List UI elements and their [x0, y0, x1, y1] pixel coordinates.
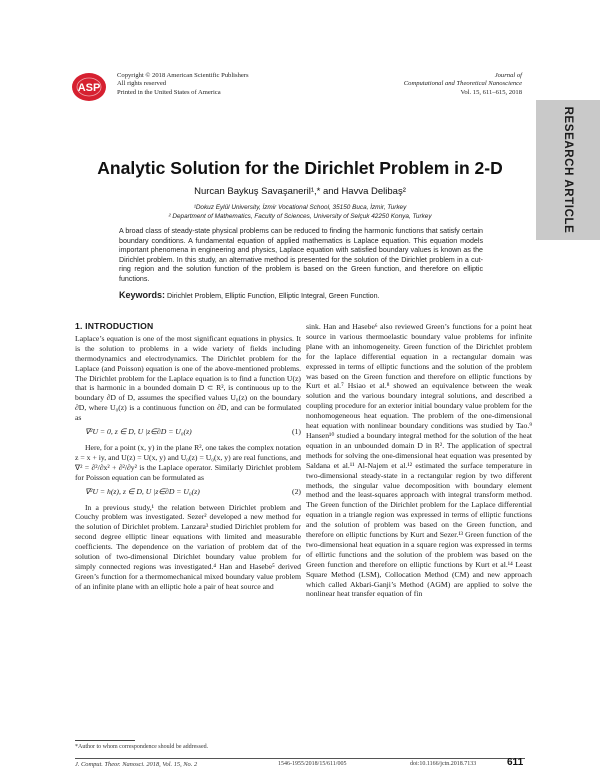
affiliation-2: ² Department of Mathematics, Faculty of Sciences, University of Selçuk 42250 Konya, Turkey — [168, 213, 432, 220]
keywords-label: Keywords: — [119, 290, 166, 300]
abstract — [119, 227, 483, 285]
equation-1 — [75, 427, 301, 437]
research-article-label: RESEARCH ARTICLE — [562, 106, 574, 234]
copyright-line: Copyright © 2018 American Scientific Publishers — [117, 72, 249, 79]
journal-name: Computational and Theoretical Nanoscience — [403, 80, 522, 88]
footnote: *Author to whom correspondence should be addressed. — [75, 744, 209, 750]
asp-logo-icon — [71, 72, 107, 102]
footer-issn: 1546-1955/2018/15/611/005 — [278, 761, 347, 767]
equation-2-body: ∇²U = h(z), z ∈ D, U |z∈∂D = U₀(z) — [85, 486, 200, 496]
logo-text: ASP — [77, 82, 101, 94]
paragraph: Laplace’s equation is one of the most significant equations in physics. It is the solution to problems in a wide variety of fields including thermodynamics and electrodynamics. The Dirichlet problem for the Laplace (and Poisson) equation is one of the above-mentioned problems. The Dirichlet problem for the Laplace equation is to find a function U(z) that is harmonic in a bounded domain D ⊂ R², is continuous up to the boundary ∂D of D, assumes the specified values U₀(z) on the boundary ∂D, where U₀(z) is a continuous function on ∂D, and can be formulated as — [75, 333, 301, 423]
equation-2-number: (2) — [292, 486, 301, 496]
affiliation-1: ¹Dokuz Eylül University, İzmir Vocational School, 35150 Buca, İzmir, Turkey — [193, 204, 407, 211]
paragraph: Here, for a point (x, y) in the plane R², one takes the complex notation z = x + iy, and U(z) = U(x, y) and U₀(z) = U₀(x, y) are real functions, and ∇² = ∂²/∂x² + ∂²/∂y² is the Laplace operator. Similarly Dirichlet problem for Poisson equation can be formulated as — [75, 442, 301, 482]
article-title: Analytic Solution for the Dirichlet Problem in 2-D — [97, 158, 503, 178]
footer-divider — [75, 758, 525, 759]
right-column — [306, 322, 532, 599]
left-column — [75, 322, 301, 592]
abstract-text: A broad class of steady-state physical problems can be reduced to finding the harmonic functions that satisfy certain boundary conditions. A fundamental equation of applied mathematics is Laplace equation. This equation models important phenomena in engineering and physics, Laplace equation with satisfied boundary values is known as the Dirichlet problem. In this study, an alternative method is presented for the solution of the Dirichlet problem in a cut-ring region and the solution function of the problem is based on the Green function, and therefore on elliptic functions. — [119, 227, 483, 283]
footnote-divider — [75, 740, 135, 741]
authors: Nurcan Baykuş Savaşaneril¹,* and Havva Delibaş² — [194, 186, 406, 197]
equation-1-number: (1) — [292, 427, 301, 437]
rights-line: All rights reserved — [117, 80, 167, 88]
keywords — [119, 290, 489, 300]
paragraph: sink. Han and Hasebe⁶ also reviewed Green’s functions for a point heat source in various thermoelastic boundary value problems for infinite plane with an inhomogeneity. Green function of the Dirichlet problem for the laplace differential equation in a rectangular domain was expressed in terms of elliptic functions and the solution of the problem was based on the Green function and therefore on elliptic functions by Kurt et al.⁷ Hsiao et al.⁸ showed an equivalence between the weak solution and the various boundary integral solutions, and described a coupling procedure for an exterior initial boundary value problem for the nonhomogeneous heat equation. The problem of the one-dimensional heat equation with nonlinear boundary conditions was studied by Tao.⁹ Hansen¹⁰ studied a boundary integral method for the solution of the heat equation in an unbounded domain D in R². The application of spectral methods for solving the one-dimensional heat equation was presented by Saldana et al.¹¹ Al-Najem et al.¹² estimated the surface temperature in two-dimensional steady-state in a rectangular region by two different methods, the singular value decomposition with boundary element method and the least-squares approach with integral transform method. The Green function of the Dirichlet problem for the Laplace differential equation in a triangle region was expressed in terms of elliptic functions and the solution of problem was based on the Green function, and therefore on elliptic functions by Kurt and Sezer.¹³ Green function of the two-dimensional heat equation in a square region was expressed in terms of ellirtic functions and the solution of the problem was based on the Green function and therefore on elliptic functions by Kurt et al.¹⁴ Least Square Method (LSM), Collocation Method (CM) and new approach which called Akbari-Ganji’s Method (AGM) are applied to solve the nonlinear heat transfer equation of fin — [306, 322, 532, 599]
journal-info — [282, 72, 522, 97]
footer-doi: doi:10.1166/jctn.2018.7133 — [410, 761, 477, 767]
section-heading-introduction: 1. INTRODUCTION — [75, 321, 154, 331]
keywords-text: Dirichlet Problem, Elliptic Function, Elliptic Integral, Green Function. — [167, 292, 380, 300]
journal-volume: Vol. 15, 611–615, 2018 — [460, 88, 522, 96]
journal-label: Journal of — [494, 72, 522, 79]
equation-2 — [75, 487, 301, 497]
printed-line: Printed in the United States of America — [117, 88, 221, 96]
paragraph: In a previous study,¹ the relation between Dirichlet problem and Couchy problem was investigated. Sezer² developed a new method for the solution of Dirichlet problem. Lanzara³ studied Dirichlet problem for second degree elliptic linear equations with limited and measurable coefficients. The dependence on the variation of problem dat of the solution of two-dimensional Dirichlet boundary value problem for simply connected regions was investigated.⁴ Han and Hasebe⁵ derived Green’s function for a thermomechanical mixed boundary value problem of an infinite plane with an elliptic hole a pair of heat source and — [75, 502, 301, 591]
footer-journal-ref: J. Comput. Theor. Nanosci. 2018, Vol. 15, No. 2 — [75, 761, 198, 768]
equation-1-body: ∇²U = 0, z ∈ D, U |z∈∂D = U₀(z) — [85, 427, 192, 437]
page-number: 611 — [507, 757, 524, 768]
